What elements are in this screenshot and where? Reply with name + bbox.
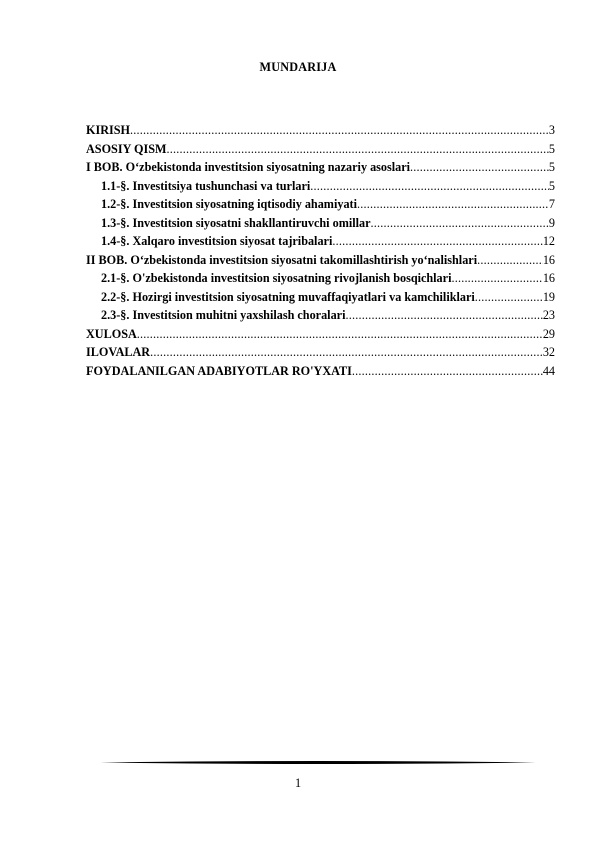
toc-entry-page: 32 — [542, 345, 555, 359]
toc-entry-label: I BOB. O‘zbekistonda investitsion siyosatning nazariy asoslari — [86, 160, 411, 174]
page-title: MUNDARIJA — [259, 60, 337, 74]
toc-entry-page: 7 — [548, 197, 555, 211]
toc-entry-page: 44 — [542, 363, 555, 378]
toc-entry[interactable] — [86, 325, 555, 344]
toc-entry[interactable] — [86, 121, 555, 140]
table-of-contents — [86, 121, 555, 380]
toc-entry-label: 2.1-§. O'zbekistonda investitsion siyosatning rivojlanish bosqichlari — [101, 271, 452, 285]
toc-entry[interactable] — [86, 343, 555, 362]
toc-leader-dots — [357, 195, 549, 214]
toc-subentry[interactable] — [86, 288, 555, 307]
toc-entry[interactable] — [86, 158, 555, 177]
page-number: 1 — [294, 776, 302, 790]
toc-leader-dots — [166, 140, 548, 159]
toc-entry-label: 2.3-§. Investitsion muhitni yaxshilash choralari — [101, 308, 346, 322]
toc-entry-label: 2.2-§. Hozirgi investitsion siyosatning muvaffaqiyatlari va kamchiliklari — [101, 289, 475, 304]
toc-subentry[interactable] — [86, 269, 555, 288]
toc-subentry[interactable] — [86, 195, 555, 214]
toc-entry-label: FOYDALANILGAN ADABIYOTLAR RO'YXATI — [86, 363, 352, 378]
toc-leader-dots — [371, 214, 549, 233]
toc-entry-label: XULOSA — [86, 326, 137, 341]
toc-leader-dots — [332, 232, 542, 251]
toc-entry-page: 5 — [548, 178, 555, 193]
toc-subentry[interactable] — [86, 306, 555, 325]
toc-entry-page: 3 — [548, 123, 555, 137]
toc-entry-label: 1.4-§. Xalqaro investitsion siyosat tajribalari — [101, 234, 333, 248]
toc-entry-page: 5 — [548, 141, 555, 156]
toc-entry-label: 1.1-§. Investitsiya tushunchasi va turlari — [101, 178, 311, 193]
toc-entry-page: 12 — [542, 234, 555, 248]
toc-entry-page: 16 — [542, 271, 555, 285]
toc-leader-dots — [310, 177, 549, 196]
toc-leader-dots — [130, 121, 549, 140]
toc-entry-page: 9 — [548, 215, 555, 230]
toc-entry[interactable] — [86, 140, 555, 159]
toc-entry-label: II BOB. O‘zbekistonda investitsion siyosatni takomillashtirish yo‘nalishlari — [86, 252, 478, 267]
toc-entry-page: 19 — [542, 289, 555, 304]
toc-entry-page: 23 — [542, 308, 555, 322]
toc-entry-page: 5 — [548, 160, 555, 174]
toc-entry-page: 29 — [542, 326, 555, 341]
toc-entry-label: 1.2-§. Investitsion siyosatning iqtisodiy ahamiyati — [101, 197, 357, 211]
toc-leader-dots — [345, 306, 542, 325]
footer-divider — [100, 760, 536, 765]
toc-entry[interactable] — [86, 251, 555, 270]
toc-leader-dots — [477, 251, 543, 270]
toc-subentry[interactable] — [86, 214, 555, 233]
toc-entry-page: 16 — [542, 252, 555, 267]
toc-leader-dots — [137, 325, 543, 344]
toc-entry-label: ASOSIY QISM — [86, 141, 167, 156]
toc-leader-dots — [352, 362, 543, 381]
toc-leader-dots — [475, 288, 543, 307]
toc-entry-label: ILOVALAR — [86, 345, 151, 359]
toc-entry-label: 1.3-§. Investitsion siyosatni shakllantiruvchi omillar — [101, 215, 371, 230]
toc-entry[interactable] — [86, 362, 555, 381]
toc-entry-label: KIRISH — [86, 123, 131, 137]
toc-subentry[interactable] — [86, 177, 555, 196]
toc-leader-dots — [410, 158, 549, 177]
toc-leader-dots — [150, 343, 543, 362]
toc-leader-dots — [451, 269, 542, 288]
toc-subentry[interactable] — [86, 232, 555, 251]
